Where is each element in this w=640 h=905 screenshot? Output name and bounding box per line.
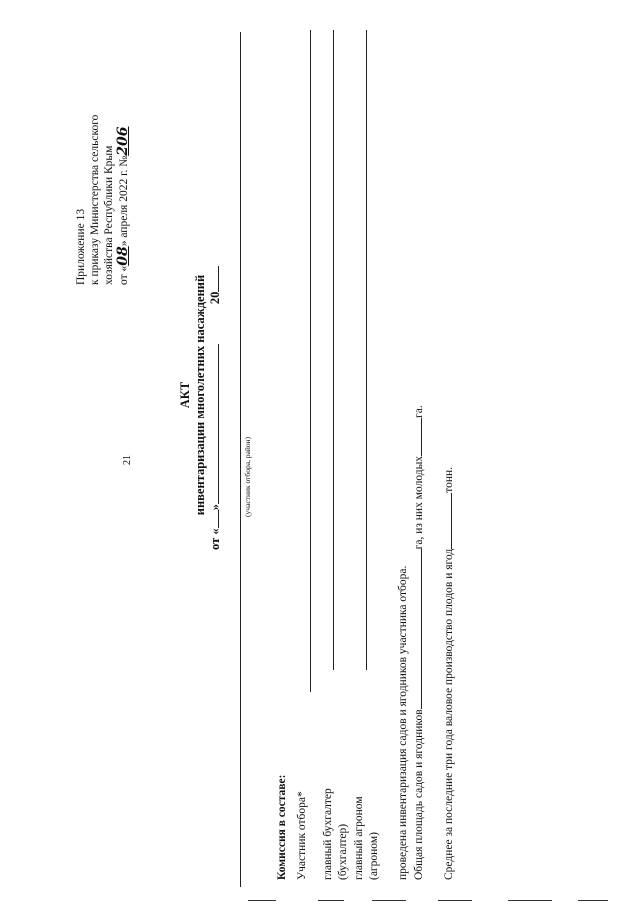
commission-heading: Комиссия в составе: — [276, 774, 288, 880]
scan-mark — [438, 900, 472, 901]
appendix-number: 206 — [115, 126, 131, 156]
member-2-line — [333, 30, 334, 670]
title-line-1: АКТ — [178, 381, 192, 409]
top-rule — [240, 32, 241, 887]
appendix-day: 08 — [115, 246, 131, 266]
body-line-1: проведена инвентаризация садов и ягодников участника отбора. — [397, 565, 409, 880]
appendix-line-2: к приказу Министерства сельского — [89, 114, 101, 285]
scan-mark — [372, 900, 406, 901]
body-line-2: Общая площадь садов и ягодниковга, из них молодыхга. — [413, 405, 425, 880]
commission-member-1: Участник отбора* — [296, 791, 308, 880]
member-1-line — [310, 30, 311, 692]
page-number: 21 — [122, 455, 133, 465]
scan-mark — [508, 900, 552, 901]
title-line-2: инвентаризации многолетних насаждений — [193, 274, 207, 516]
appendix-line-1: Приложение 13 — [75, 208, 87, 285]
scan-mark — [578, 900, 608, 901]
title-line-3: от «»20 — [208, 185, 223, 605]
body-line-3: Среднее за последние три года валовое производство плодов и ягодтонн. — [443, 466, 455, 880]
appendix-line-4: от «08» апреля 2022 г. №206 — [115, 126, 131, 285]
commission-member-3b: (агроном) — [368, 832, 380, 880]
scan-mark — [248, 900, 276, 901]
scan-mark — [318, 900, 344, 901]
member-3-line — [366, 30, 367, 670]
commission-member-2b: (бухгалтер) — [337, 823, 349, 880]
appendix-line-3: хозяйства Республики Крым — [103, 145, 115, 285]
title-block — [178, 185, 223, 605]
commission-member-2a: главный бухгалтер — [322, 788, 334, 880]
commission-member-3a: главный агроном — [353, 796, 365, 880]
caption: (участник отбора, район) — [243, 436, 252, 517]
appendix-block — [74, 115, 131, 285]
